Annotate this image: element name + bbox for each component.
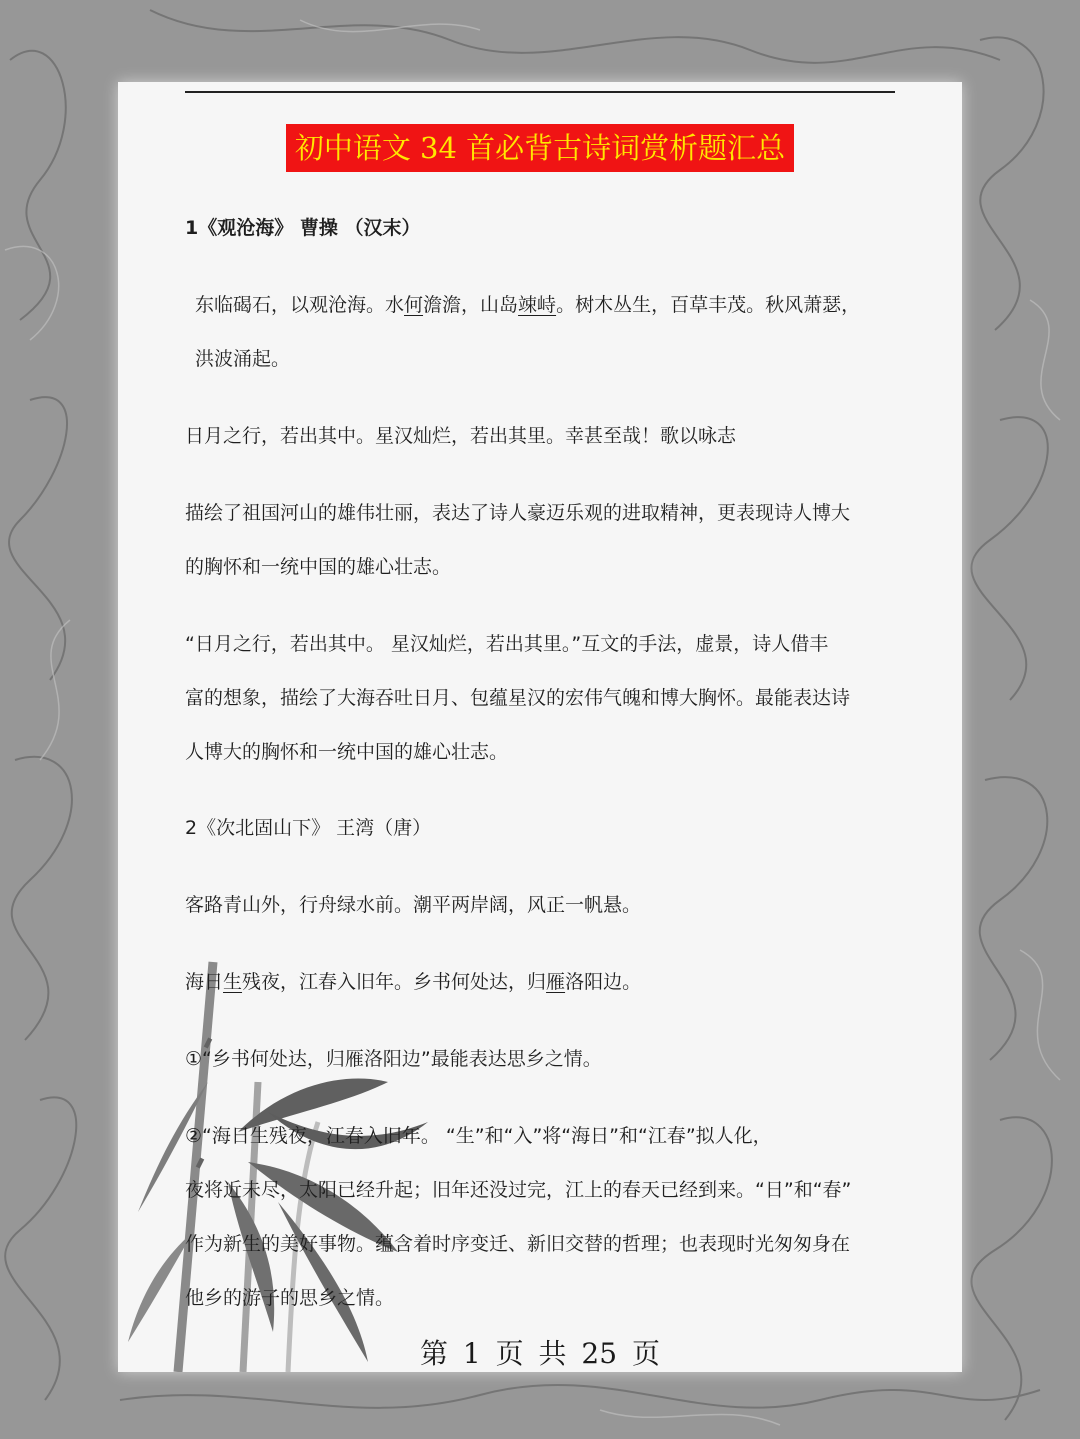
poem-text-line: 洪波涌起。: [195, 348, 291, 370]
document-page: [118, 82, 962, 1372]
poem-heading: 2《次北固山下》 王湾（唐）: [185, 817, 432, 839]
analysis-line: 描绘了祖国河山的雄伟壮丽，表达了诗人豪迈乐观的进取精神，更表现诗人博大: [185, 502, 851, 524]
top-rule: [185, 91, 895, 93]
poem-text-line: 海日生残夜，江春入旧年。乡书何处达，归雁洛阳边。: [185, 971, 642, 993]
poem-text-line: 客路青山外，行舟绿水前。潮平两岸阔，风正一帆悬。: [185, 894, 642, 916]
analysis-line: ①“乡书何处达，归雁洛阳边”最能表达思乡之情。: [185, 1048, 602, 1070]
analysis-line: 作为新生的美好事物。蕴含着时序变迁、新旧交替的哲理；也表现时光匆匆身在: [185, 1233, 851, 1255]
poem-text-line: 日月之行，若出其中。星汉灿烂，若出其里。幸甚至哉！歌以咏志: [185, 425, 737, 447]
analysis-line: 的胸怀和一统中国的雄心壮志。: [185, 556, 452, 578]
poem-text-line: 东临碣石，以观沧海。水何澹澹，山岛竦峙。树木丛生，百草丰茂。秋风萧瑟，: [195, 294, 861, 316]
analysis-line: 他乡的游子的思乡之情。: [185, 1287, 395, 1309]
document-title: 初中语文 34 首必背古诗词赏析题汇总: [286, 124, 794, 172]
analysis-line: 夜将近未尽，太阳已经升起；旧年还没过完，江上的春天已经到来。“日”和“春”: [185, 1179, 852, 1201]
page-number: 第 1 页 共 25 页: [420, 1337, 660, 1370]
poem-heading: 1《观沧海》 曹操 （汉末）: [185, 217, 421, 239]
analysis-line: 人博大的胸怀和一统中国的雄心壮志。: [185, 741, 509, 763]
analysis-line: 富的想象，描绘了大海吞吐日月、包蕴星汉的宏伟气魄和博大胸怀。最能表达诗: [185, 687, 851, 709]
analysis-line: ②“海日生残夜，江春入旧年。 “生”和“入”将“海日”和“江春”拟人化，: [185, 1125, 772, 1147]
analysis-line: “日月之行，若出其中。 星汉灿烂，若出其里。”互文的手法，虚景，诗人借丰: [185, 633, 829, 655]
